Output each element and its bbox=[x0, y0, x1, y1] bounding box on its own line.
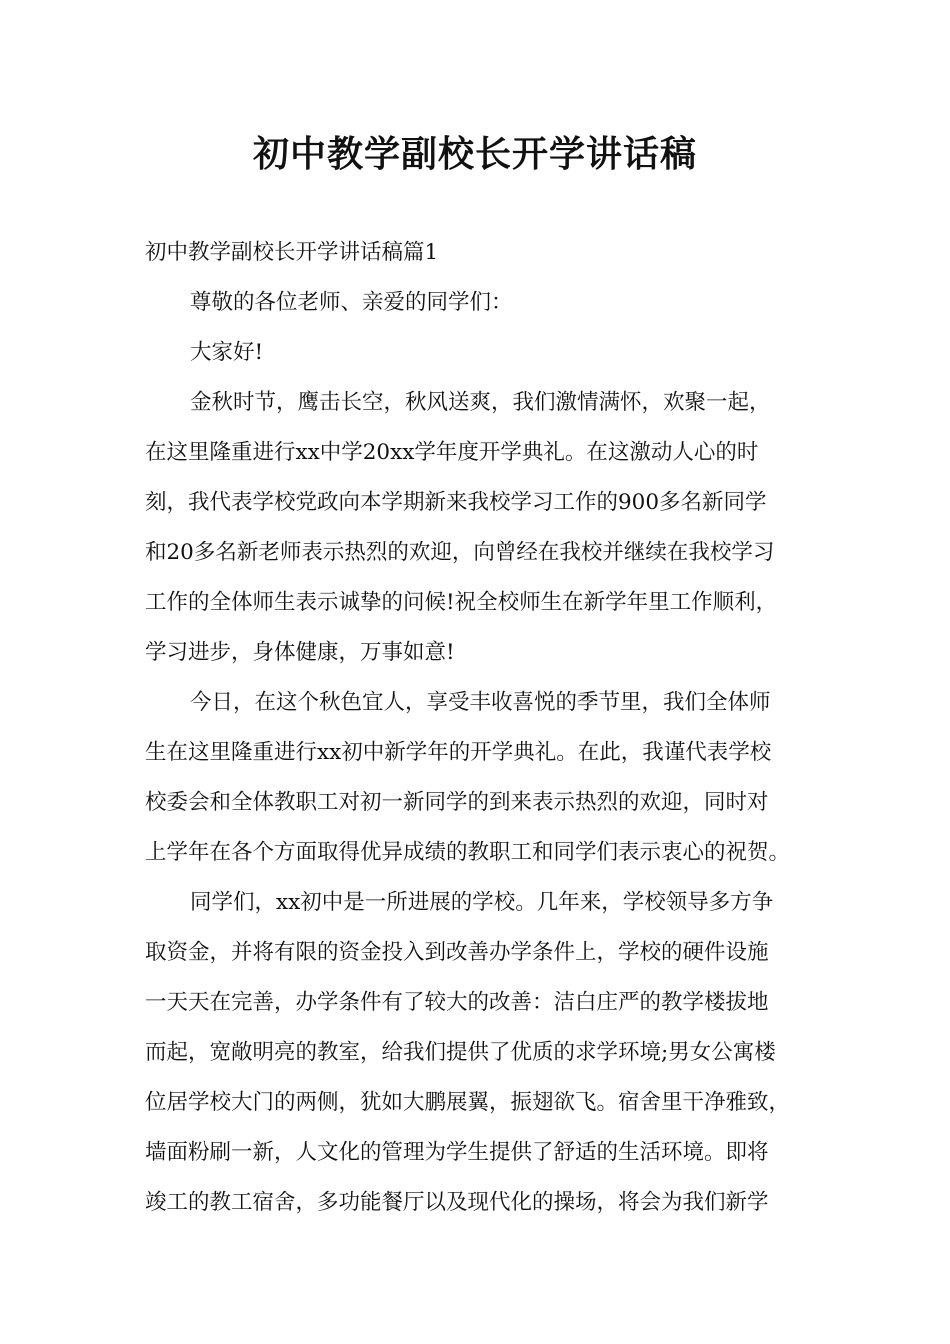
paragraph3-line: 竣工的教工宿舍，多功能餐厅以及现代化的操场，将会为我们新学 bbox=[145, 1190, 769, 1215]
greeting-line: 尊敬的各位老师、亲爱的同学们： bbox=[190, 290, 513, 315]
section-heading: 初中教学副校长开学讲话稿篇1 bbox=[145, 240, 439, 265]
paragraph3-line: 同学们，xx初中是一所进展的学校。几年来，学校领导多方争 bbox=[190, 890, 774, 915]
paragraph3-line: 墙面粉刷一新，人文化的管理为学生提供了舒适的生活环境。即将 bbox=[145, 1140, 769, 1165]
paragraph3-line: 而起，宽敞明亮的教室，给我们提供了优质的求学环境;男女公寓楼 bbox=[145, 1040, 776, 1065]
paragraph3-line: 取资金，并将有限的资金投入到改善办学条件上，学校的硬件设施 bbox=[145, 940, 769, 965]
hello-line: 大家好! bbox=[190, 340, 264, 365]
paragraph2-line: 上学年在各个方面取得优异成绩的教职工和同学们表示衷心的祝贺。 bbox=[145, 840, 791, 865]
paragraph1-line: 金秋时节，鹰击长空，秋风送爽，我们激情满怀，欢聚一起， bbox=[190, 390, 771, 415]
document-title: 初中教学副校长开学讲话稿 bbox=[252, 133, 697, 175]
paragraph3-line: 一天天在完善，办学条件有了较大的改善：洁白庄严的教学楼拔地 bbox=[145, 990, 769, 1015]
paragraph2-line: 校委会和全体教职工对初一新同学的到来表示热烈的欢迎，同时对 bbox=[145, 790, 769, 815]
paragraph3-line: 位居学校大门的两侧，犹如大鹏展翼，振翅欲飞。宿舍里干净雅致， bbox=[145, 1090, 791, 1115]
paragraph1-line: 刻，我代表学校党政向本学期新来我校学习工作的900多名新同学 bbox=[145, 490, 767, 515]
paragraph1-line: 和20多名新老师表示热烈的欢迎，向曾经在我校并继续在我校学习 bbox=[145, 540, 775, 565]
paragraph2-line: 生在这里隆重进行xx初中新学年的开学典礼。在此，我谨代表学校 bbox=[145, 740, 772, 765]
paragraph1-line: 在这里隆重进行xx中学20xx学年度开学典礼。在这激动人心的时 bbox=[145, 440, 759, 465]
paragraph2-line: 今日，在这个秋色宜人，享受丰收喜悦的季节里，我们全体师 bbox=[190, 690, 771, 715]
paragraph1-line: 工作的全体师生表示诚挚的问候!祝全校师生在新学年里工作顺利， bbox=[145, 590, 778, 615]
paragraph1-line: 学习进步，身体健康，万事如意! bbox=[145, 640, 455, 665]
